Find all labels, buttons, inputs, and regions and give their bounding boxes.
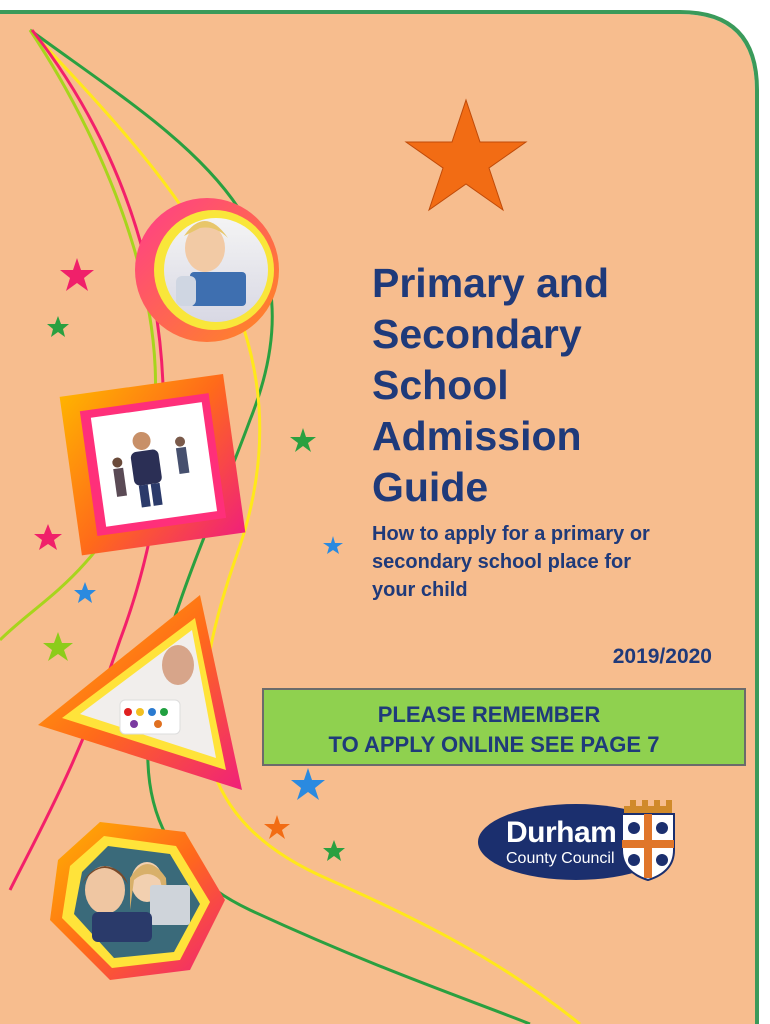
title-line: Primary and: [372, 260, 609, 306]
title-line: Guide: [372, 464, 489, 510]
subtitle-line: secondary school place for: [372, 551, 631, 573]
square-photo-frame: [60, 374, 246, 555]
subtitle-line: your child: [372, 579, 468, 601]
reminder-line-2: TO APPLY ONLINE SEE PAGE 7: [328, 732, 660, 757]
reminder-box: [262, 688, 746, 766]
academic-year: 2019/2020: [612, 645, 712, 668]
logo-name: Durham: [506, 816, 617, 849]
title-line: School: [372, 362, 509, 408]
logo-subname: County Council: [506, 850, 615, 867]
title-line: Admission: [372, 413, 582, 459]
durham-county-council-logo: [478, 800, 692, 882]
reminder-line-1: PLEASE REMEMBER: [377, 702, 601, 727]
title-line: Secondary: [372, 311, 582, 357]
circle-photo-frame: [135, 198, 279, 342]
crest-icon: [618, 800, 678, 882]
document-subtitle: [372, 520, 732, 604]
subtitle-line: How to apply for a primary or: [372, 523, 650, 545]
document-title: [372, 258, 752, 513]
